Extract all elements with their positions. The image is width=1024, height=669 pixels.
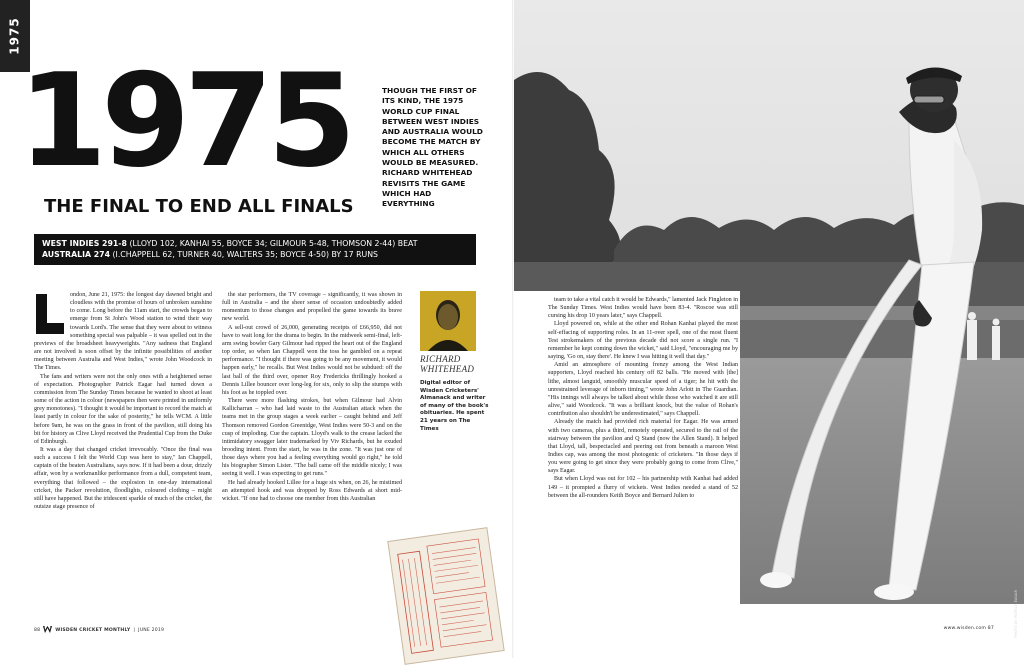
footer-right (944, 626, 994, 631)
headline-year: 1975 (18, 47, 351, 196)
drop-cap-l (34, 292, 66, 336)
article-paragraph: A sell-out crowd of 26,000, generating receipts of £66,950, did not have to wait long for the drama to begin. In the midweek semi-final, left-arm swing bowler Gary Gilmour had ripped the heart out of the England top order, so when Ian Chappell won the toss he gambled on a repeat performance. "I thought if there was going to be any movement, it would happen early," he recalls. But West Indies would not be subdued: off the last ball of the third over, opener Roy Fredericks thrillingly hooked a Dennis Lillee bouncer over long-leg for six, only to slip the stumps with his foot as he toppled over. (222, 324, 402, 396)
article-column-2 (222, 291, 402, 503)
scorecard-detail-2: (I.CHAPPELL 62, TURNER 40, WALTERS 35; BOYCE 4-50) BY 17 RUNS (110, 250, 378, 259)
article-paragraph: It was a day that changed cricket irrevocably. "Once the final was such a success I felt the World Cup was here to stay," Ian Chappell, captain of the beaten Australians, says now. If it had been a dour, drizzly affair, won by a workmanlike performance from a dull, competent team, everything that followed – the explosion in one-day international cricket, the Packer revolution, floodlights, coloured clothing – might still have happened. But the iridescent sparkle of much of the cricket, the outsize stage presence of (34, 446, 213, 511)
article-paragraph: Amid an atmosphere of mounting frenzy among the West Indian supporters, Lloyd reached his century off 82 balls. "He moved with [the] lithe, almost languid, smoothly muscular speed of a tiger; he hit with the unrestrained leverage of inborn timing," wrote John Arlott in The Guardian. "His innings will always be talked about while those who watched it are still alive," said Woodcock. "It was a brilliant knock, but the value of Rohan's contribution also shouldn't be underestimated," says Chappell. (548, 362, 738, 418)
magazine-name: WISDEN CRICKET MONTHLY (55, 628, 131, 633)
article-paragraph: He had already hooked Lillee for a huge six when, on 26, he mistimed an attempted hook and was dropped by Ross Edwards at short mid-wicket. "If one had to choose one member from this Australian (222, 479, 402, 502)
scorecard-team-1: WEST INDIES 291-8 (42, 239, 127, 248)
scorecard-team-2: AUSTRALIA 274 (42, 250, 110, 259)
article-paragraph: the star performers, the TV coverage – significantly, it was shown in full in Australia – and the sheer sense of occasion undoubtedly added momentum to those changes and propelled the game towards its brave new world. (222, 292, 402, 323)
site-url: www.wisden.com (943, 626, 987, 631)
article-column-1 (34, 291, 212, 511)
article-paragraph: There were more flashing strokes, but when Gilmour had Alvin Kallicharran – who had laid waste to the Australian attack when the teams met in the group stages a week earlier – caught behind and Jeff Thomson removed Gordon Greenidge, West Indies were 50-3 and on the cusp of imploding. Cue the captain. Lloyd's walk to the crease lacked the intimidatory swagger later trademarked by Viv Richards, but he exuded brooding intent. From the start, he was in the zone. "It was just one of those days where you had a feeling everything would go right," he told his biographer Simon Lister. "The ball came off the middle nicely; I was seeing it well. I was expecting to get runs." (222, 398, 402, 478)
page-number-right: 87 (987, 626, 994, 631)
article-paragraph: But when Lloyd was out for 102 – his partnership with Kanhai had added 149 – it prompted a flurry of wickets. West Indies needed a stand of 52 between the all-rounders Keith Boyce and Bernard Julien to (548, 476, 738, 499)
article-paragraph: Lloyd powered on, while at the other end Rohan Kanhai played the most self-effacing of supporting roles. In an 11-over spell, one of the most fluent Test strokemakers of the previous decade did not score a single run. "I remember he kept coming down the wicket," said Lloyd, "encouraging me by saying, 'Go on, stay there'. He knew I was hitting it well that day." (548, 321, 738, 361)
scorecard-line-1 (42, 238, 468, 249)
article-column-3 (548, 296, 738, 500)
standfirst: THOUGH THE FIRST OF ITS KIND, THE 1975 WORLD CUP FINAL BETWEEN WEST INDIES AND AUSTRALIA WOULD BECOME THE MATCH BY WHICH ALL OTHERS WOULD BE MEASURED. RICHARD WHITEHEAD REVISITS THE GAME WHICH HAD EVERYTHING (382, 86, 483, 209)
match-ticket-image (388, 528, 504, 665)
author-name: RICHARD WHITEHEAD (420, 354, 475, 374)
headline-subtitle: THE FINAL TO END ALL FINALS (44, 196, 354, 217)
scorecard-detail-1: (LLOYD 102, KANHAI 55, BOYCE 34; GILMOUR 5-48, THOMSON 2-44) BEAT (126, 239, 418, 248)
wisden-logo-icon (43, 626, 52, 635)
article-paragraph: ondon, June 21, 1975: the longest day dawned bright and cloudless with the promise of hours of unbroken sunshine to come. Long before the 11am start, the crowds began to emerge from St John's Wood station to wind their way towards Lord's. The sense that they were about to witness something special was palpable – it was spelled out in the previews of the broadsheet heavyweights. "Any sadness that England are not involved is soon offset by the infinite possibilities of another meeting between Australia and West Indies," wrote John Woodcock in The Times. (34, 292, 212, 372)
article-paragraph: The fans and writers were not the only ones with a heightened sense of expectation. Photographer Patrick Eagar had turned down a commission from The Sunday Times because he wanted to shoot at least some of the action in colour (newspapers then were printed in uniformly grey monotones). "I thought it would be important to record the match at least partly in colour for the sake of posterity," he tells WCM. A little before 9am, he was on the grass in front of the pavilion, still doing his bit for history as Clive Lloyd received the Prudential Cup from the Duke of Edinburgh. (34, 373, 212, 445)
scorecard-bar (34, 234, 476, 265)
footer-divider: | (133, 628, 136, 633)
footer-left (34, 626, 164, 635)
issue-date: JUNE 2019 (138, 628, 165, 633)
page-number-left: 88 (34, 628, 41, 633)
scorecard-line-2 (42, 249, 468, 260)
section-tab-label: 1975 (8, 17, 22, 55)
article-paragraph: Already the match had provided rich material for Eagar. He was armed with two cameras, plus a third, remotely operated, secured to the rail of the stairway between the pavilion and Q Stand (now the Allen Stand). It helped that Lloyd, tall, bespectacled and peering out from beneath a maroon West Indies cap, was among the most photogenic of cricketers. "In those days if you were going to get since they were probably going to come from Clive," says Eagar. (548, 419, 738, 475)
article-paragraph: team to take a vital catch it would be Edwards," lamented Jack Fingleton in The Sunday Times. West Indies would have been 83-4. "Roscoe was still cursing his drop 10 years later," says Chappell. (548, 297, 738, 320)
author-bio: Digital editor of Wisden Cricketers' Almanack and writer of many of the book's obituaries. He spent 21 years on The Times (420, 380, 489, 432)
photo-credit: PHOTO BY PATRICK EAGAR (1014, 590, 1018, 638)
author-photo (420, 291, 476, 351)
